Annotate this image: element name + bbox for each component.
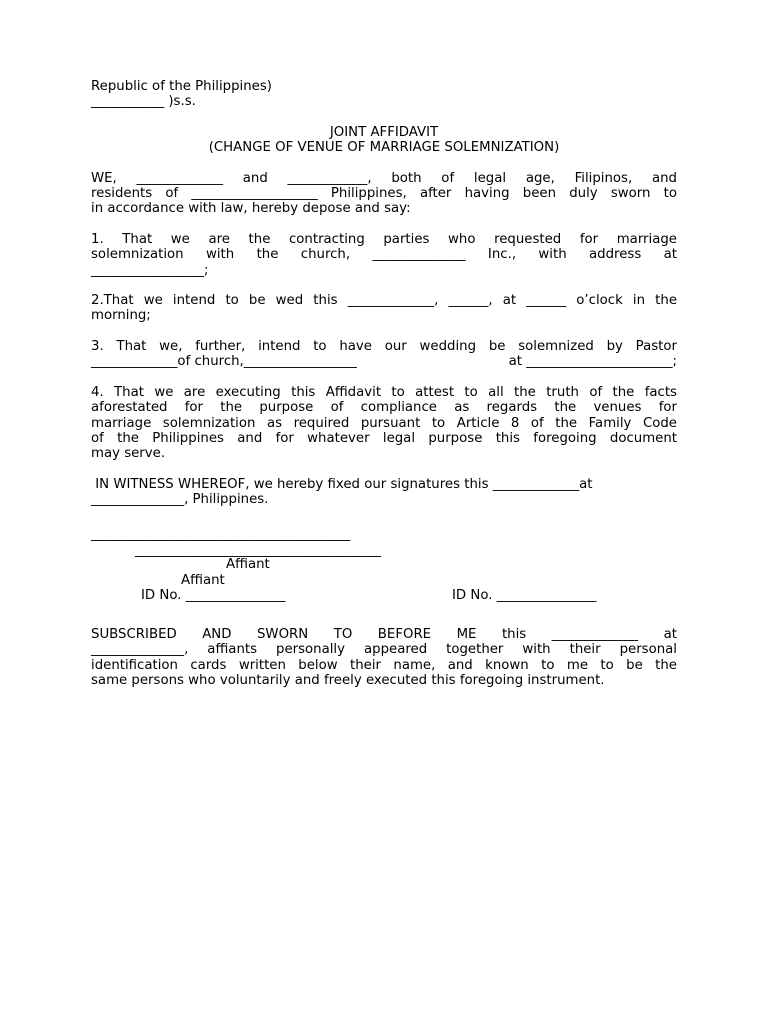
paragraph-4-line-1: 4. That we are executing this Affidavit to attest to all the truth of the facts <box>91 384 677 400</box>
intro-line-2: residents of ___________________ Philippines, after having been duly sworn to <box>91 186 677 202</box>
paragraph-4-line-2: aforestated for the purpose of compliance as regards the venues for <box>91 400 677 416</box>
signature-line-1: _______________________________________ <box>91 527 351 542</box>
witness-paragraph <box>91 477 677 508</box>
affiant-label-2: Affiant <box>181 573 225 588</box>
paragraph-4 <box>91 385 677 461</box>
paragraph-1-line-1: 1. That we are the contracting parties who requested for marriage <box>91 231 677 247</box>
paragraph-4-line-4: of the Philippines and for whatever legal purpose this foregoing document <box>91 430 677 446</box>
id-number-1: ID No. _______________ <box>141 588 286 603</box>
intro-line-1: WE, _____________ and ____________, both of legal age, Filipinos, and <box>91 170 677 186</box>
paragraph-2-line-2: morning; <box>91 308 151 324</box>
paragraph-2 <box>91 293 677 324</box>
paragraph-4-line-5: may serve. <box>91 446 166 462</box>
affidavit-body <box>91 79 677 507</box>
paragraph-3-line-2 <box>91 354 677 369</box>
jurat-line-2: ______________, affiants personally appeared together with their personal <box>91 642 677 658</box>
paragraph-4-line-3: marriage solemnization as required pursuant to Article 8 of the Family Code <box>91 415 677 431</box>
jurat-line-3: identification cards written below their name, and known to me to be the <box>91 657 677 673</box>
jurat-paragraph <box>91 627 677 688</box>
affiant-label-1: Affiant <box>226 557 270 572</box>
id-number-2: ID No. _______________ <box>452 588 597 603</box>
intro-paragraph <box>91 171 677 217</box>
paragraph-3 <box>91 339 677 370</box>
title-sub: (CHANGE OF VENUE OF MARRIAGE SOLEMNIZATION) <box>208 140 560 156</box>
title-main: JOINT AFFIDAVIT <box>329 124 439 140</box>
document-title <box>91 125 677 156</box>
paragraph-1-line-2: solemnization with the church, ______________ Inc., with address at <box>91 247 677 263</box>
jurat-line-1: SUBSCRIBED AND SWORN TO BEFORE ME this _____________ at <box>91 627 677 642</box>
intro-line-3: in accordance with law, hereby depose and say: <box>91 201 411 217</box>
jurat-line-4: same persons who voluntarily and freely executed this foregoing instrument. <box>91 672 605 688</box>
witness-line-1: IN WITNESS WHEREOF, we hereby fixed our signatures this _____________at <box>91 476 593 492</box>
paragraph-1-line-3: _________________; <box>91 262 209 278</box>
paragraph-3-line-2-pastor: _____________of church,_________________ <box>91 354 357 370</box>
paragraph-2-line-1: 2.That we intend to be wed this _____________, ______, at ______ o’clock in the <box>91 293 677 309</box>
signature-line-2: _____________________________________ <box>135 543 381 558</box>
witness-line-2: ______________, Philippines. <box>91 492 269 508</box>
venue-line-republic: Republic of the Philippines) <box>91 79 272 94</box>
venue-header <box>91 79 677 110</box>
venue-line-ss: ___________ )s.s. <box>91 94 196 110</box>
paragraph-3-line-2-address: at ______________________; <box>508 354 677 370</box>
paragraph-1 <box>91 232 677 278</box>
paragraph-3-line-1: 3. That we, further, intend to have our wedding be solemnized by Pastor <box>91 339 677 355</box>
